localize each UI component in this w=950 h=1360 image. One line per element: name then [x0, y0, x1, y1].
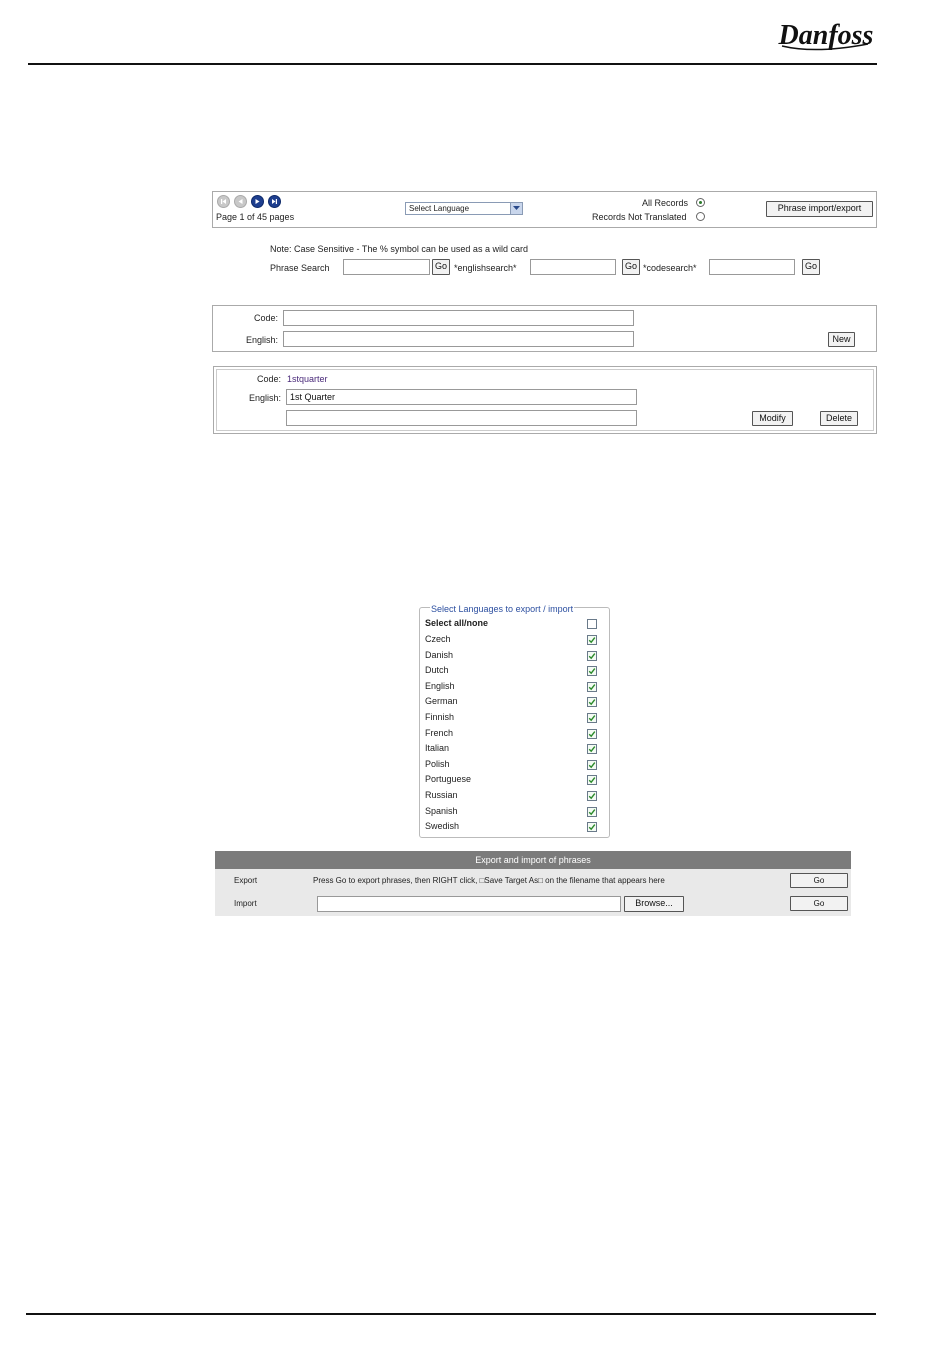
language-checkbox[interactable] — [587, 666, 597, 676]
next-page-icon[interactable] — [251, 195, 264, 208]
select-all-checkbox[interactable] — [587, 619, 597, 629]
modify-button[interactable]: Modify — [752, 411, 793, 426]
code-search-label: *codesearch* — [643, 263, 697, 273]
language-checkbox[interactable] — [587, 760, 597, 770]
not-translated-radio[interactable] — [696, 212, 705, 221]
language-label: Czech — [425, 634, 451, 644]
new-code-label: Code: — [253, 313, 278, 323]
check-icon — [588, 776, 596, 784]
language-checkbox[interactable] — [587, 791, 597, 801]
language-label: Portuguese — [425, 774, 472, 785]
check-icon — [588, 683, 596, 691]
language-label: French — [425, 727, 454, 738]
all-records-radio[interactable] — [696, 198, 705, 207]
language-checkbox[interactable] — [587, 713, 597, 723]
language-select[interactable] — [405, 202, 523, 215]
export-note: Press Go to export phrases, then RIGHT click, □Save Target As□ on the filename that appears here — [313, 876, 665, 885]
english-search-input[interactable] — [530, 259, 616, 275]
top-rule — [28, 63, 877, 65]
check-icon — [588, 636, 596, 644]
phrase-search-input[interactable] — [343, 259, 430, 275]
check-icon — [588, 667, 596, 675]
language-label: Spanish — [425, 805, 458, 816]
language-label: Dutch — [425, 665, 449, 676]
language-label: Russian — [425, 790, 458, 800]
record-code-label: Code: — [256, 374, 281, 384]
not-translated-label: Records Not Translated — [592, 212, 687, 222]
code-search-input[interactable] — [709, 259, 795, 275]
check-icon — [588, 730, 596, 738]
languages-legend: Select Languages to export / import — [431, 604, 574, 614]
english-search-go-button[interactable]: Go — [622, 259, 640, 275]
delete-button[interactable]: Delete — [820, 411, 858, 426]
record-extra-input[interactable] — [286, 410, 637, 426]
danfoss-logo — [776, 10, 876, 58]
language-checkbox[interactable] — [587, 822, 597, 832]
search-note: Note: Case Sensitive - The % symbol can be used as a wild card — [270, 244, 528, 254]
new-code-input[interactable] — [283, 310, 634, 326]
language-select-value: Select Language — [409, 204, 470, 213]
language-label: Finnish — [425, 712, 455, 722]
language-label: Polish — [425, 758, 450, 769]
browse-button[interactable]: Browse... — [624, 896, 684, 912]
record-english-label: English: — [248, 393, 281, 403]
new-english-label: English: — [245, 335, 278, 345]
check-icon — [588, 808, 596, 816]
record-code-value: 1stquarter — [287, 374, 328, 384]
export-go-button[interactable]: Go — [790, 873, 848, 888]
new-english-input[interactable] — [283, 331, 634, 347]
select-all-label: Select all/none — [425, 618, 489, 628]
language-label: English — [425, 680, 455, 691]
svg-text:Danfoss: Danfoss — [778, 20, 874, 51]
bottom-rule — [26, 1313, 876, 1315]
language-checkbox[interactable] — [587, 744, 597, 754]
last-page-icon[interactable] — [268, 195, 281, 208]
previous-page-icon[interactable] — [234, 195, 247, 208]
page-info: Page 1 of 45 pages — [216, 212, 295, 222]
phrase-import-export-button[interactable]: Phrase import/export — [766, 201, 873, 217]
check-icon — [588, 698, 596, 706]
check-icon — [588, 823, 596, 831]
english-search-label: *englishsearch* — [454, 263, 517, 273]
import-go-button[interactable]: Go — [790, 896, 848, 911]
import-label: Import — [234, 899, 257, 908]
language-checkbox[interactable] — [587, 682, 597, 692]
language-checkbox[interactable] — [587, 729, 597, 739]
code-search-go-button[interactable]: Go — [802, 259, 820, 275]
record-english-input[interactable]: 1st Quarter — [286, 389, 637, 405]
language-label: Danish — [425, 649, 454, 660]
check-icon — [588, 792, 596, 800]
all-records-label: All Records — [642, 198, 689, 208]
chevron-down-icon — [510, 203, 522, 214]
language-label: German — [425, 696, 458, 707]
language-checkbox[interactable] — [587, 697, 597, 707]
phrase-search-go-button[interactable]: Go — [432, 259, 450, 275]
check-icon — [588, 745, 596, 753]
check-icon — [588, 761, 596, 769]
import-file-input[interactable] — [317, 896, 621, 912]
language-checkbox[interactable] — [587, 651, 597, 661]
language-label: Italian — [425, 743, 450, 754]
language-checkbox[interactable] — [587, 775, 597, 785]
export-label: Export — [234, 876, 258, 885]
check-icon — [588, 714, 596, 722]
new-button[interactable]: New — [828, 332, 855, 347]
language-checkbox[interactable] — [587, 635, 597, 645]
export-import-header: Export and import of phrases — [215, 851, 851, 869]
language-label: Swedish — [425, 821, 460, 832]
phrase-search-label: Phrase Search — [270, 263, 330, 273]
first-page-icon[interactable] — [217, 195, 230, 208]
language-checkbox[interactable] — [587, 807, 597, 817]
check-icon — [588, 652, 596, 660]
